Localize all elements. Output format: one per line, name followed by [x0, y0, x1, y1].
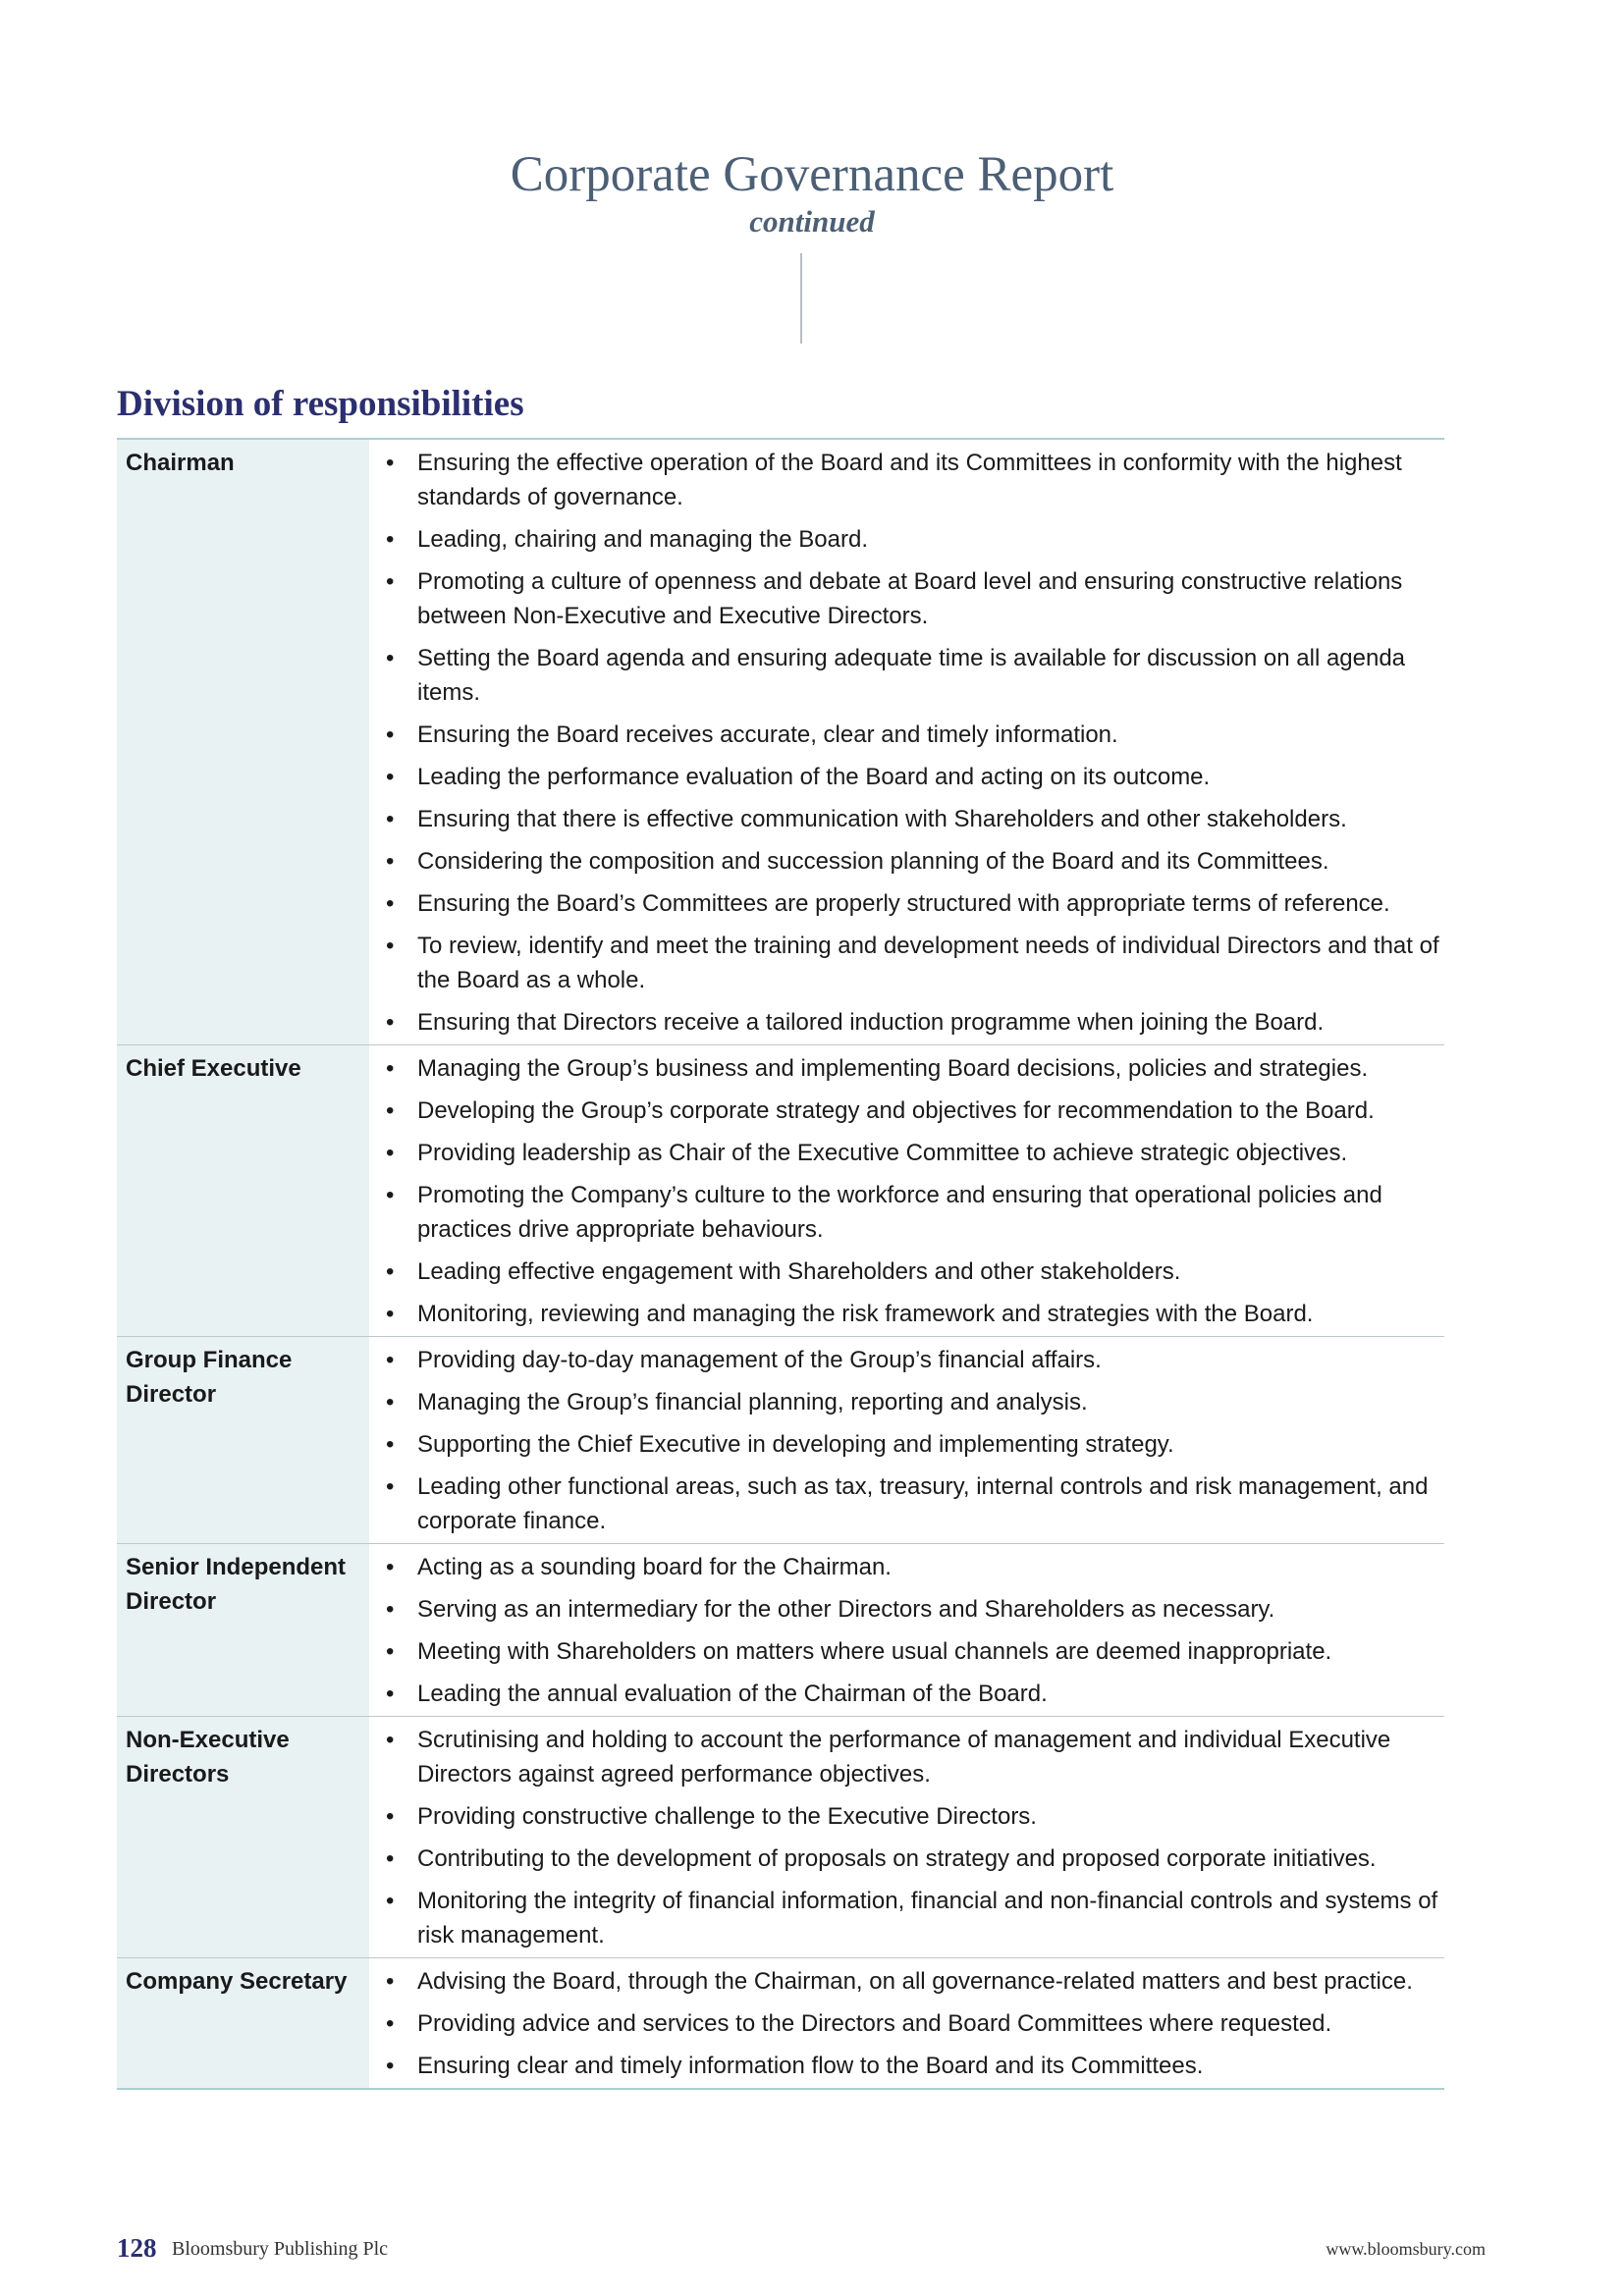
list-item: • Providing constructive challenge to the Executive Directors.: [369, 1799, 1444, 1834]
duty-list: [369, 1544, 1444, 1716]
list-item: • Providing leadership as Chair of the Executive Committee to achieve strategic objectives.: [369, 1136, 1444, 1170]
footer-company: Bloomsbury Publishing Plc: [172, 2238, 389, 2260]
list-item: • Serving as an intermediary for the other Directors and Shareholders as necessary.: [369, 1592, 1444, 1627]
list-item: • Advising the Board, through the Chairman, on all governance-related matters and best practice.: [369, 1964, 1444, 1999]
duty-list: [369, 1717, 1444, 1957]
role-name: Chief Executive: [117, 1045, 369, 1336]
list-item: • Providing day-to-day management of the Group’s financial affairs.: [369, 1343, 1444, 1377]
list-item: • To review, identify and meet the training and development needs of individual Directors and that of the Board as a whole.: [369, 929, 1444, 997]
list-item: • Ensuring that there is effective communication with Shareholders and other stakeholders.: [369, 802, 1444, 836]
list-item: • Setting the Board agenda and ensuring adequate time is available for discussion on all agenda items.: [369, 641, 1444, 710]
list-item: • Supporting the Chief Executive in developing and implementing strategy.: [369, 1427, 1444, 1462]
list-item: • Promoting the Company’s culture to the workforce and ensuring that operational policies and practices drive appropriate behaviours.: [369, 1178, 1444, 1247]
list-item: • Ensuring that Directors receive a tailored induction programme when joining the Board.: [369, 1005, 1444, 1040]
list-item: • Considering the composition and succession planning of the Board and its Committees.: [369, 844, 1444, 879]
list-item: • Providing advice and services to the Directors and Board Committees where requested.: [369, 2006, 1444, 2041]
list-item: • Developing the Group’s corporate strategy and objectives for recommendation to the Board.: [369, 1094, 1444, 1128]
list-item: • Monitoring the integrity of financial information, financial and non-financial controls and systems of risk management.: [369, 1884, 1444, 1952]
table-row: [117, 1957, 1444, 2088]
duty-list: [369, 1045, 1444, 1336]
list-item: • Ensuring the Board’s Committees are properly structured with appropriate terms of reference.: [369, 886, 1444, 921]
list-item: • Monitoring, reviewing and managing the risk framework and strategies with the Board.: [369, 1297, 1444, 1331]
duty-list: [369, 440, 1444, 1044]
header-divider: [800, 253, 802, 344]
table-row: [117, 1044, 1444, 1336]
list-item: • Ensuring the effective operation of the Board and its Committees in conformity with the highest standards of governance.: [369, 446, 1444, 514]
table-row: [117, 1336, 1444, 1543]
list-item: • Managing the Group’s business and implementing Board decisions, policies and strategies.: [369, 1051, 1444, 1086]
table-row: [117, 1543, 1444, 1716]
role-name: Non-Executive Directors: [117, 1717, 369, 1957]
list-item: • Managing the Group’s financial planning, reporting and analysis.: [369, 1385, 1444, 1419]
list-item: • Meeting with Shareholders on matters where usual channels are deemed inappropriate.: [369, 1634, 1444, 1669]
report-header: [0, 145, 1624, 240]
list-item: • Leading, chairing and managing the Board.: [369, 522, 1444, 557]
list-item: • Leading other functional areas, such as tax, treasury, internal controls and risk management, and corporate finance.: [369, 1469, 1444, 1538]
list-item: • Contributing to the development of proposals on strategy and proposed corporate initiatives.: [369, 1842, 1444, 1876]
list-item: • Ensuring the Board receives accurate, clear and timely information.: [369, 718, 1444, 752]
role-name: Senior Independent Director: [117, 1544, 369, 1716]
list-item: • Leading the annual evaluation of the Chairman of the Board.: [369, 1677, 1444, 1711]
role-name: Chairman: [117, 440, 369, 1044]
responsibilities-table: [117, 438, 1444, 2090]
duty-list: [369, 1958, 1444, 2088]
list-item: • Ensuring clear and timely information flow to the Board and its Committees.: [369, 2049, 1444, 2083]
footer-website: www.bloomsbury.com: [1326, 2239, 1486, 2259]
page-footer: [117, 2230, 1486, 2266]
list-item: • Acting as a sounding board for the Chairman.: [369, 1550, 1444, 1584]
role-name: Company Secretary: [117, 1958, 369, 2088]
duty-list: [369, 1337, 1444, 1543]
list-item: • Promoting a culture of openness and debate at Board level and ensuring constructive relations between Non-Executive and Executive Directors.: [369, 564, 1444, 633]
table-row: [117, 440, 1444, 1044]
table-row: [117, 1716, 1444, 1957]
section-title: Division of responsibilities: [117, 384, 524, 424]
list-item: • Scrutinising and holding to account the performance of management and individual Executive Directors against agreed performance objectives.: [369, 1723, 1444, 1791]
list-item: • Leading the performance evaluation of the Board and acting on its outcome.: [369, 760, 1444, 794]
role-name: Group Finance Director: [117, 1337, 369, 1543]
list-item: • Leading effective engagement with Shareholders and other stakeholders.: [369, 1255, 1444, 1289]
report-subtitle: continued: [749, 204, 875, 239]
report-title: Corporate Governance Report: [510, 147, 1114, 202]
page-number: 128: [117, 2233, 157, 2263]
